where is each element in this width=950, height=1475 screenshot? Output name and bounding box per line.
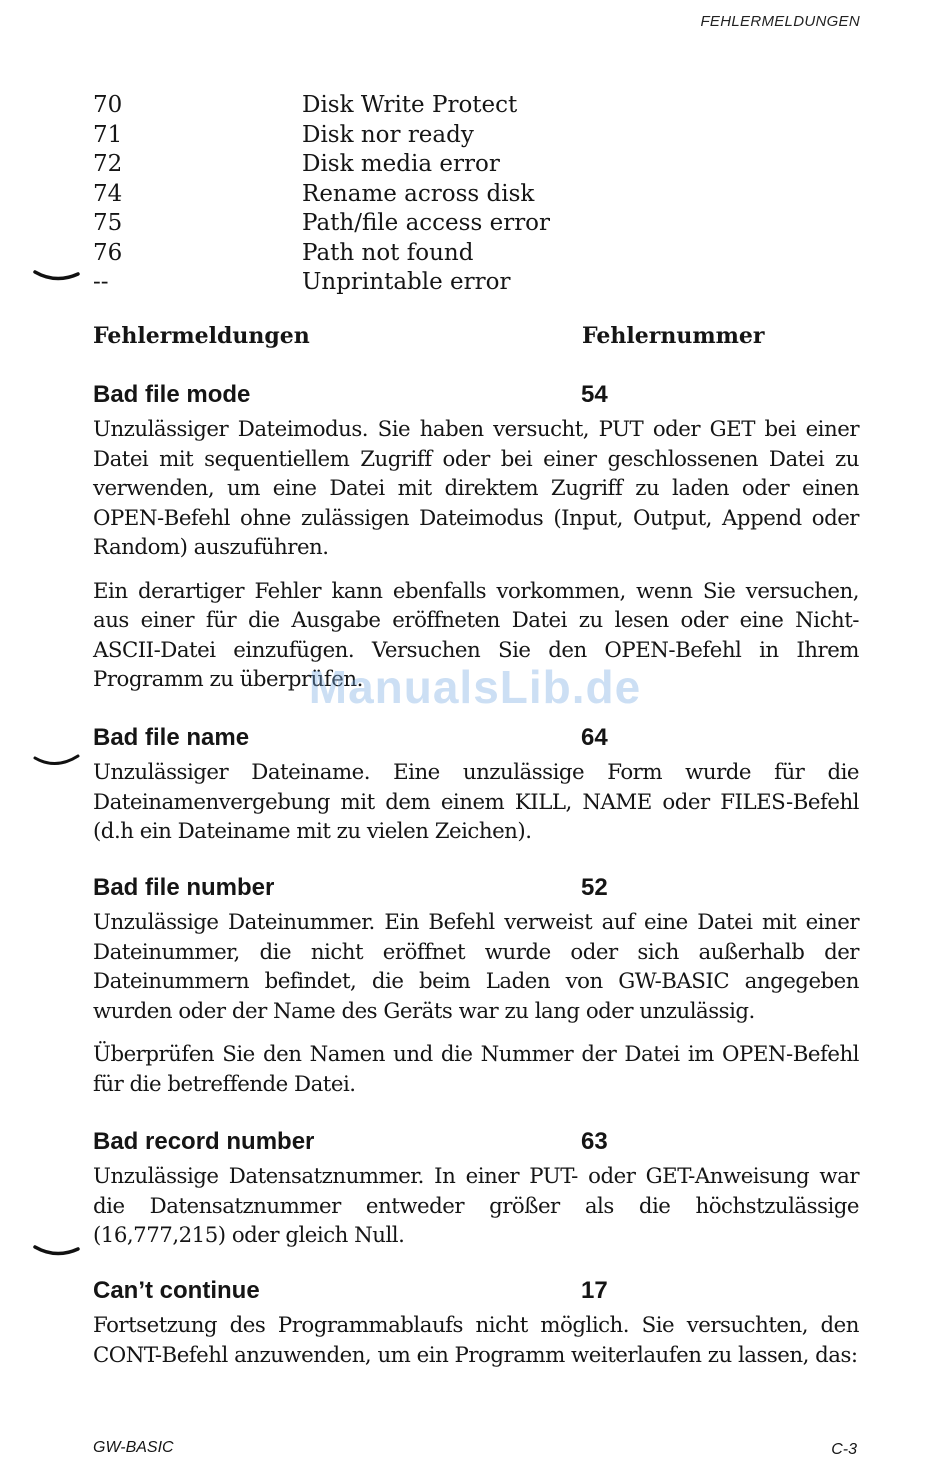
code-message: Path/file access error bbox=[302, 210, 551, 236]
entry-paragraph: Unzulässige Datensatznummer. In einer PUT- oder GET-Anweisung war die Datensatznummer entweder größer als die höchstzulässige (16,777,215) oder gleich Null. bbox=[93, 1164, 859, 1248]
entry-title: Bad record number bbox=[93, 1128, 315, 1155]
entry-number: 54 bbox=[581, 381, 608, 408]
code-number: 74 bbox=[93, 180, 123, 207]
code-message: Disk Write Protect bbox=[302, 92, 518, 118]
code-message: Disk media error bbox=[302, 151, 500, 177]
entry-heading bbox=[93, 1128, 859, 1162]
scan-curve-mark bbox=[32, 268, 80, 288]
error-entry bbox=[93, 1128, 859, 1265]
error-entry bbox=[93, 724, 859, 861]
entry-number: 63 bbox=[581, 1128, 608, 1155]
page-number: C-3 bbox=[831, 1441, 857, 1458]
code-row bbox=[93, 239, 793, 269]
entry-paragraph: Unzulässiger Dateiname. Eine unzulässige Form wurde für die Dateinamenvergebung mit dem einem KILL, NAME oder FILES-Befehl (d.h ein Dateiname mit zu vielen Zeichen). bbox=[93, 760, 859, 844]
code-number: 70 bbox=[93, 92, 123, 118]
code-number: -- bbox=[93, 269, 109, 295]
code-number: 71 bbox=[93, 121, 123, 148]
entry-title: Bad file mode bbox=[93, 381, 251, 408]
error-entry bbox=[93, 874, 859, 1113]
code-row bbox=[93, 150, 793, 180]
code-row bbox=[93, 180, 793, 210]
code-row bbox=[93, 209, 793, 239]
entry-paragraph: Fortsetzung des Programmablaufs nicht möglich. Sie versuchten, den CONT-Befehl anzuwenden, um ein Programm weiterlaufen zu lassen, das: bbox=[93, 1313, 859, 1368]
column-headers bbox=[93, 323, 863, 355]
entry-paragraph: Unzulässiger Dateimodus. Sie haben versucht, PUT oder GET bei einer Datei mit sequentiellem Zugriff oder bei einer geschlossenen Datei zu verwenden, um eine Datei mit direktem Zugriff zu laden oder einen OPEN-Befehl ohne zulässigen Dateimodus (Input, Output, Append oder Random) auszuführen. bbox=[93, 417, 859, 560]
entry-number: 52 bbox=[581, 874, 608, 901]
entry-paragraph: Ein derartiger Fehler kann ebenfalls vorkommen, wenn Sie versuchen, aus einer für die Ausgabe eröffneten Datei zu lesen oder eine Nicht-ASCII-Datei einzufügen. Versuchen Sie den OPEN-Befehl in Ihrem Programm zu überprüfen. bbox=[93, 578, 859, 692]
code-message: Path not found bbox=[302, 239, 474, 266]
code-number: 76 bbox=[93, 239, 123, 266]
code-message: Rename across disk bbox=[302, 180, 535, 207]
entry-title: Bad file name bbox=[93, 724, 250, 751]
running-header: FEHLERMELDUNGEN bbox=[700, 13, 860, 30]
entry-heading bbox=[93, 874, 859, 908]
error-code-list bbox=[93, 91, 793, 298]
code-number: 75 bbox=[93, 210, 123, 236]
watermark: ManualsLib.de bbox=[308, 661, 642, 713]
entry-heading bbox=[93, 724, 859, 758]
column-header-messages: Fehlermeldungen bbox=[93, 323, 310, 349]
entry-title: Bad file number bbox=[93, 874, 275, 901]
entry-paragraph: Überprüfen Sie den Namen und die Nummer der Datei im OPEN-Befehl für die betreffende Datei. bbox=[93, 1042, 859, 1097]
code-message: Unprintable error bbox=[302, 269, 511, 295]
entry-heading bbox=[93, 1277, 859, 1311]
code-row bbox=[93, 268, 793, 298]
entry-paragraph: Unzulässige Dateinummer. Ein Befehl verweist auf eine Datei mit einer Dateinummer, die nicht eröffnet wurde oder sich außerhalb der Dateinummern befindet, die beim Laden von GW-BASIC angegeben wurden oder der Name des Geräts war zu lang oder unzulässig. bbox=[93, 910, 859, 1024]
entry-number: 17 bbox=[581, 1277, 608, 1304]
error-entry bbox=[93, 1277, 859, 1384]
footer-product: GW-BASIC bbox=[93, 1439, 174, 1456]
column-header-numbers: Fehlernummer bbox=[582, 323, 765, 349]
code-row bbox=[93, 91, 793, 121]
entry-number: 64 bbox=[581, 724, 608, 751]
scan-curve-mark bbox=[32, 752, 80, 772]
entry-heading bbox=[93, 381, 859, 415]
scan-curve-mark bbox=[32, 1243, 80, 1263]
code-number: 72 bbox=[93, 151, 123, 177]
code-message: Disk nor ready bbox=[302, 121, 474, 148]
code-row bbox=[93, 121, 793, 151]
entry-title: Can’t continue bbox=[93, 1277, 260, 1304]
